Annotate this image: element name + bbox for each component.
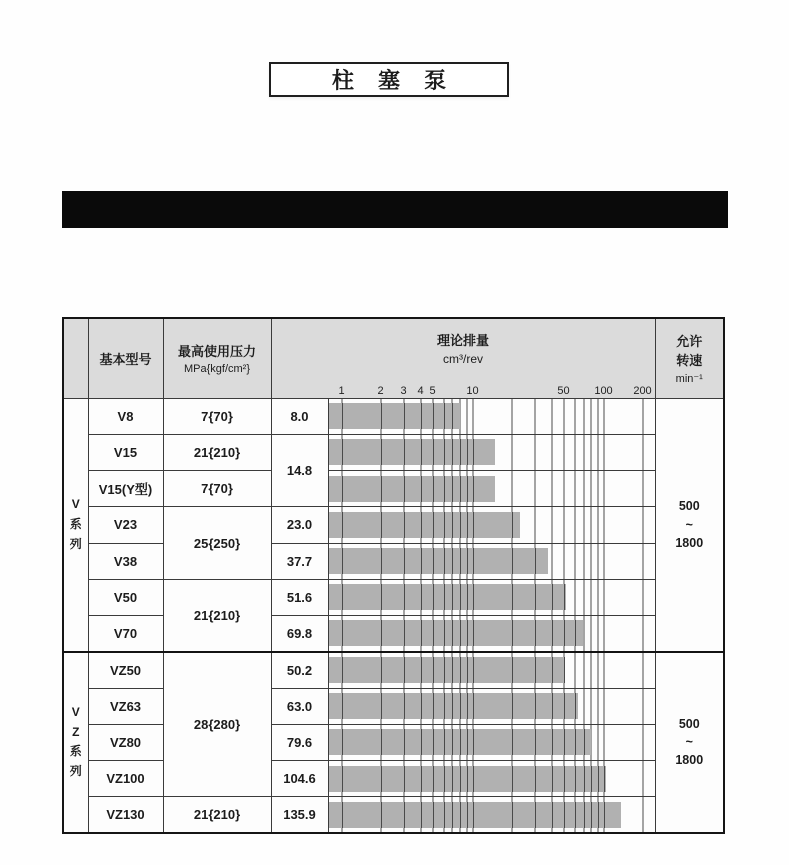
displacement-bar	[329, 548, 548, 574]
displacement-value-cell: 23.0	[271, 507, 328, 543]
model-cell: VZ130	[88, 797, 163, 833]
displacement-bar	[329, 512, 520, 538]
displacement-value-cell: 14.8	[271, 434, 328, 507]
table-row	[63, 724, 724, 760]
chart-cell	[328, 434, 655, 470]
table-row	[63, 507, 724, 543]
displacement-value-cell: 104.6	[271, 761, 328, 797]
table-row	[63, 652, 724, 688]
table-row	[63, 616, 724, 652]
speed-line: 1800	[675, 753, 704, 768]
series-label-char: V	[71, 704, 80, 719]
axis-tick-label: 10	[466, 384, 479, 397]
pressure-cell: 21{210}	[163, 579, 271, 652]
pressure-cell: 7{70}	[163, 398, 271, 434]
axis-tick-label: 1	[338, 384, 345, 397]
header-model-label: 基本型号	[99, 351, 152, 367]
header-speed-label-1: 允许	[676, 334, 703, 350]
speed-line: 1800	[675, 535, 704, 550]
table-row	[63, 543, 724, 579]
axis-tick-row	[329, 381, 655, 397]
header-displacement-label: 理论排量	[437, 333, 490, 348]
table-row	[63, 797, 724, 833]
axis-tick-label: 5	[429, 384, 436, 397]
header-pressure-label: 最高使用压力	[177, 344, 256, 360]
pressure-cell: 7{70}	[163, 471, 271, 507]
header-displacement-unit: cm³/rev	[443, 352, 483, 366]
model-cell: V23	[88, 507, 163, 543]
model-cell: V15	[88, 434, 163, 470]
pump-spec-table-wrap	[62, 317, 723, 834]
chart-cell	[328, 724, 655, 760]
displacement-value-cell: 37.7	[271, 543, 328, 579]
series-label-char: Z	[72, 724, 80, 739]
speed-cell	[655, 652, 724, 833]
chart-cell	[328, 688, 655, 724]
model-cell: VZ80	[88, 724, 163, 760]
chart-cell	[328, 579, 655, 615]
header-series-cell	[63, 318, 88, 398]
pump-spec-table	[62, 317, 725, 834]
displacement-bar	[329, 403, 460, 429]
displacement-bar	[329, 729, 591, 755]
displacement-value-cell: 51.6	[271, 579, 328, 615]
chart-cell	[328, 652, 655, 688]
chart-cell	[328, 398, 655, 434]
speed-line: ~	[685, 517, 693, 532]
header-speed-unit: min⁻¹	[675, 373, 703, 386]
chart-cell	[328, 471, 655, 507]
displacement-bar	[329, 657, 565, 683]
page-title: 柱 塞 泵	[331, 68, 456, 93]
displacement-value-cell: 63.0	[271, 688, 328, 724]
series-label-char: 系	[69, 744, 82, 759]
series-label-char: V	[71, 496, 80, 511]
axis-tick-label: 50	[557, 384, 570, 397]
table-row	[63, 434, 724, 470]
axis-tick-label: 200	[633, 384, 652, 397]
pressure-cell: 21{210}	[163, 797, 271, 833]
header-speed-label-2: 转速	[676, 353, 703, 369]
pressure-cell: 28{280}	[163, 652, 271, 797]
displacement-value-cell: 79.6	[271, 724, 328, 760]
model-cell: V15(Y型)	[88, 471, 163, 507]
chart-cell	[328, 507, 655, 543]
axis-tick-label: 3	[400, 384, 407, 397]
chart-cell	[328, 797, 655, 833]
pressure-cell: 21{210}	[163, 434, 271, 470]
speed-line: 500	[678, 717, 700, 732]
model-cell: V50	[88, 579, 163, 615]
displacement-value-cell: 69.8	[271, 616, 328, 652]
model-cell: VZ63	[88, 688, 163, 724]
model-cell: VZ50	[88, 652, 163, 688]
displacement-bar	[329, 439, 495, 465]
table-row	[63, 471, 724, 507]
axis-tick-label: 2	[377, 384, 384, 397]
header-pressure-unit: MPa{kgf/cm²}	[183, 363, 251, 376]
axis-tick-label: 4	[417, 384, 424, 397]
speed-line: 500	[678, 499, 700, 514]
table-row	[63, 761, 724, 797]
chart-cell	[328, 616, 655, 652]
series-label-char: 系	[69, 516, 82, 531]
speed-cell	[655, 398, 724, 652]
series-label-char: 列	[69, 536, 82, 551]
table-row	[63, 688, 724, 724]
table-row	[63, 398, 724, 434]
model-cell: V70	[88, 616, 163, 652]
displacement-value-cell: 8.0	[271, 398, 328, 434]
model-cell: V38	[88, 543, 163, 579]
series-label-char: 列	[69, 764, 82, 779]
displacement-value-cell: 50.2	[271, 652, 328, 688]
header-displacement-cell	[271, 318, 655, 398]
speed-line: ~	[685, 735, 693, 750]
displacement-bar	[329, 620, 583, 646]
displacement-value-cell: 135.9	[271, 797, 328, 833]
redacted-section-bar	[62, 191, 728, 228]
displacement-bar	[329, 584, 566, 610]
title-box	[269, 62, 509, 97]
displacement-bar	[329, 766, 606, 792]
axis-tick-label: 100	[594, 384, 613, 397]
displacement-bar	[329, 802, 621, 828]
header-speed-cell	[655, 318, 724, 398]
model-cell: VZ100	[88, 761, 163, 797]
chart-cell	[328, 761, 655, 797]
chart-cell	[328, 543, 655, 579]
pressure-cell: 25{250}	[163, 507, 271, 580]
model-cell: V8	[88, 398, 163, 434]
header-model-cell	[88, 318, 163, 398]
series-label-cell	[63, 398, 88, 652]
displacement-bar	[329, 476, 495, 502]
header-row	[63, 318, 724, 398]
table-row	[63, 579, 724, 615]
series-label-cell	[63, 652, 88, 833]
header-pressure-cell	[163, 318, 271, 398]
displacement-bar	[329, 693, 578, 719]
